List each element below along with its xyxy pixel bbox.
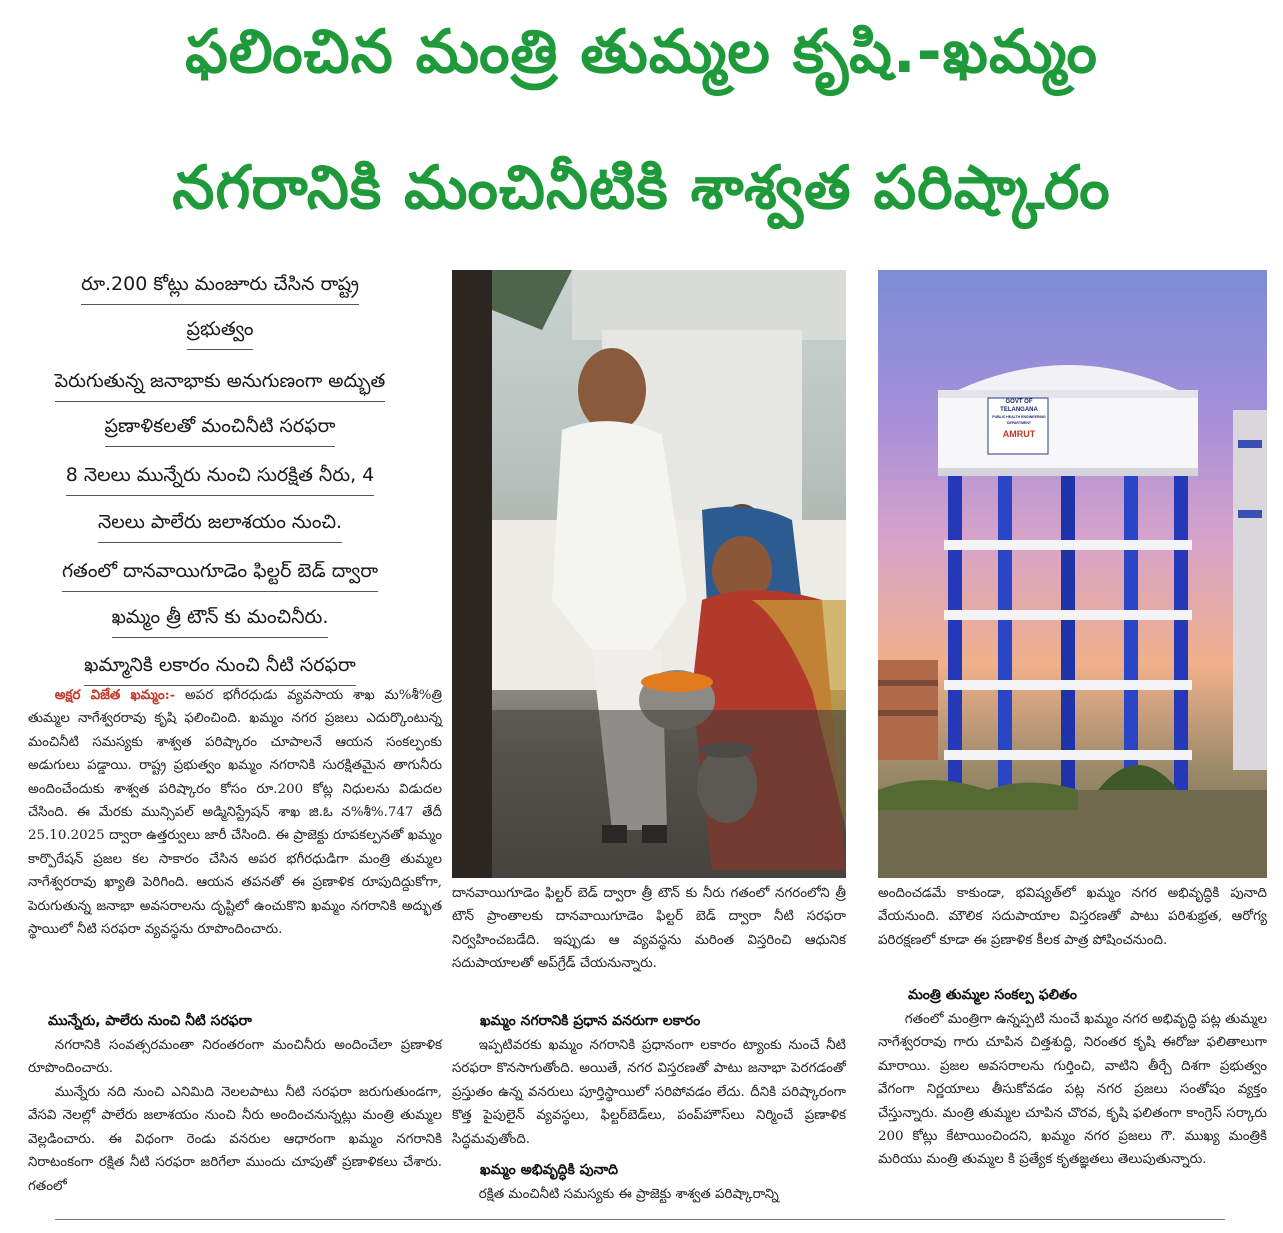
- water-tank-photo: [878, 270, 1267, 878]
- tank-sign-amrut: AMRUT: [1002, 429, 1036, 439]
- article-paragraph: మున్నేరు నది నుంచి ఎనిమిది నెలలపాటు నీటి సరఫరా జరుగుతుండగా, వేసవి నెలల్లో పాలేరు జలాశయం నుంచి నీరు అందించనున్నట్లు మంత్రి తుమ్మల వెల్లడించారు. ఈ విధంగా రెండు వనరుల ఆధారంగా ఖమ్మం నగరానికి నిరాటంకంగా రక్షిత నీటి సరఫరా జరిగేలా ముందు చూపుతో ప్రణాళికలు చేశారు. గతంలో: [28, 1085, 442, 1194]
- headline-line-2: నగరానికి మంచినీటికి శాశ్వత పరిష్కారం: [172, 153, 1111, 223]
- dateline: అక్షర విజేత ఖమ్మం:-: [54, 687, 176, 703]
- headline-line-1: ఫలించిన మంత్రి తుమ్మల కృషి.-ఖమ్మం: [185, 17, 1098, 87]
- highlight-line: నెలలు పాలేరు జలాశయం నుంచి.: [0, 509, 440, 543]
- article-paragraph: రక్షిత మంచినీటి సమస్యకు ఈ ప్రాజెక్టు శాశ్వత పరిష్కారాన్ని: [478, 1187, 779, 1202]
- subheading: ఖమ్మం నగరానికి ప్రధాన వనరుగా లకారం: [480, 1013, 701, 1029]
- highlight-line: ప్రభుత్వం: [0, 316, 440, 350]
- highlight-line: ఖమ్మం త్రీ టౌన్ కు మంచినీరు.: [0, 604, 440, 638]
- highlight-line: ప్రణాళికలతో మంచినీటి సరఫరా: [0, 413, 440, 447]
- tank-sign-title: GOVT OF TELANGANA: [1000, 399, 1038, 413]
- subheading: మంత్రి తుమ్మల సంకల్ప ఫలితం: [908, 987, 1078, 1003]
- highlight-line: 8 నెలలు మున్నేరు నుంచి సురక్షిత నీరు, 4: [0, 462, 440, 496]
- article-paragraph: గతంలో మంత్రిగా ఉన్నప్పటి నుంచే ఖమ్మం నగర అభివృద్ధి పట్ల తుమ్మల నాగేశ్వరరావు గారు చూపిన చిత్తశుద్ధి, నిరంతర కృషి ఈరోజు ఫలితాలుగా మారాయి. ప్రజల అవసరాలను గుర్తించి, వాటిని తీర్చే దిశగా ప్రభుత్వం వేగంగా నిర్ణయాలు తీసుకోవడం పట్ల నగర ప్రజలు సంతోషం వ్యక్తం చేస్తున్నారు. మంత్రి తుమ్మల చూపిన చొరవ, కృషి ఫలితంగా కాంగ్రెస్ సర్కారు 200 కోట్లు కేటాయించిందని, ఖమ్మం నగర ప్రజలు గౌ. ముఖ్య మంత్రికి మరియు మంత్రి తుమ్మల కి ప్రత్యేక కృతజ్ఞతలు తెలుపుతున్నారు.: [878, 1012, 1268, 1168]
- page-bottom-rule: [55, 1219, 1225, 1220]
- article-intro: అక్షర విజేత ఖమ్మం:- అపర భగీరధుడు వ్యవసాయ శాఖ మ%శీ%త్రి తుమ్మల నాగేశ్వరరావు కృషి ఫలించింది. ఖమ్మం నగర ప్రజలు ఎదుర్కొంటున్న మంచినీటి సమస్యకు శాశ్వత పరిష్కారం చూపాలనే ఆయన సంకల్పంకు అడుగులు పడ్డాయి. రాష్ట్ర ప్రభుత్వం ఖమ్మం నగరానికి సురక్షితమైన తాగునీరు అందించేందుకు శాశ్వత పరిష్కారం కోసం రూ.200 కోట్ల నిధులను విడుదల చేసింది. ఈ మేరకు మున్సిపల్ అడ్మినిస్ట్రేషన్ శాఖ జి.ఓ న%శీ%.747 తేదీ 25.10.2025 ద్వారా ఉత్తర్వులు జారీ చేసింది. ఈ ప్రాజెక్టు రూపకల్పనతో ఖమ్మం కార్పొరేషన్ ప్రజల కల సాకారం చేసిన అపర భగీరధుడిగా మంత్రి తుమ్మల నాగేశ్వరరావు ఖ్యాతి పెరిగింది. ఆయన తపనతో ఈ ప్రణాళిక రూపుదిద్దుకోగా, పెరుగుతున్న జనాభా అవసరాలను దృష్టిలో ఉంచుకొని ఖమ్మం నగరానికి అద్భుత స్థాయిలో నీటి సరఫరా వ్యవస్థను రూపొందించారు.: [28, 687, 442, 938]
- minister-ceremony-photo: [452, 270, 846, 878]
- highlight-line: ఖమ్మానికి లకారం నుంచి నీటి సరఫరా: [0, 652, 440, 686]
- highlight-line: పెరుగుతున్న జనాభాకు అనుగుణంగా అద్భుత: [0, 368, 440, 402]
- tank-sign-dept: PUBLIC HEALTH ENGINEERING DEPARTMENT: [992, 415, 1046, 425]
- article-paragraph: అందించడమే కాకుండా, భవిష్యత్‌లో ఖమ్మం నగర అభివృద్ధికి పునాది వేయనుంది. మౌలిక సదుపాయాల విస్తరణతో పాటు పరిశుభ్రత, ఆరోగ్య పరిరక్షణలో కూడా ఈ ప్రణాళిక కీలక పాత్ర పోషించనుంది.: [878, 886, 1267, 948]
- article-paragraph: ఇప్పటివరకు ఖమ్మం నగరానికి ప్రధానంగా లకారం ట్యాంకు నుంచే నీటి సరఫరా కొనసాగుతోంది. అయితే, నగర విస్తరణతో పాటు జనాభా పెరగడంతో ప్రస్తుతం ఉన్న వనరులు పూర్తిస్థాయిలో సరిపోవడం లేదు. దీనికి పరిష్కారంగా కొత్త పైపులైన్ వ్యవస్థలు, ఫిల్టర్‌బెడ్‌లు, పంప్‌హౌస్‌లు నిర్మించే ప్రణాళిక సిద్ధమవుతోంది.: [452, 1038, 846, 1147]
- article-paragraph: నగరానికి సంవత్సరమంతా నిరంతరంగా మంచినీరు అందించేలా ప్రణాళిక రూపొందించారు.: [28, 1038, 442, 1077]
- article-paragraph: దానవాయిగూడెం ఫిల్టర్ బెడ్ ద్వారా త్రీ టౌన్ కు నీరు గతంలో నగరంలోని త్రీ టౌన్ ప్రాంతాలకు దానవాయిగూడెం ఫిల్టర్ బెడ్ ద్వారా నీటి సరఫరా నిర్వహించబడేది. ఇప్పుడు ఆ వ్యవస్థను మరింత విస్తరించి ఆధునిక సదుపాయాలతో అప్‌గ్రేడ్ చేయనున్నారు.: [452, 886, 846, 972]
- subheading: మున్నేరు, పాలేరు నుంచి నీటి సరఫరా: [48, 1013, 252, 1029]
- subheading: ఖమ్మం అభివృద్ధికి పునాది: [480, 1162, 619, 1178]
- highlight-line: గతంలో దానవాయిగూడెం ఫిల్టర్ బెడ్ ద్వారా: [0, 558, 440, 592]
- highlight-line: రూ.200 కోట్లు మంజూరు చేసిన రాష్ట్ర: [0, 271, 440, 305]
